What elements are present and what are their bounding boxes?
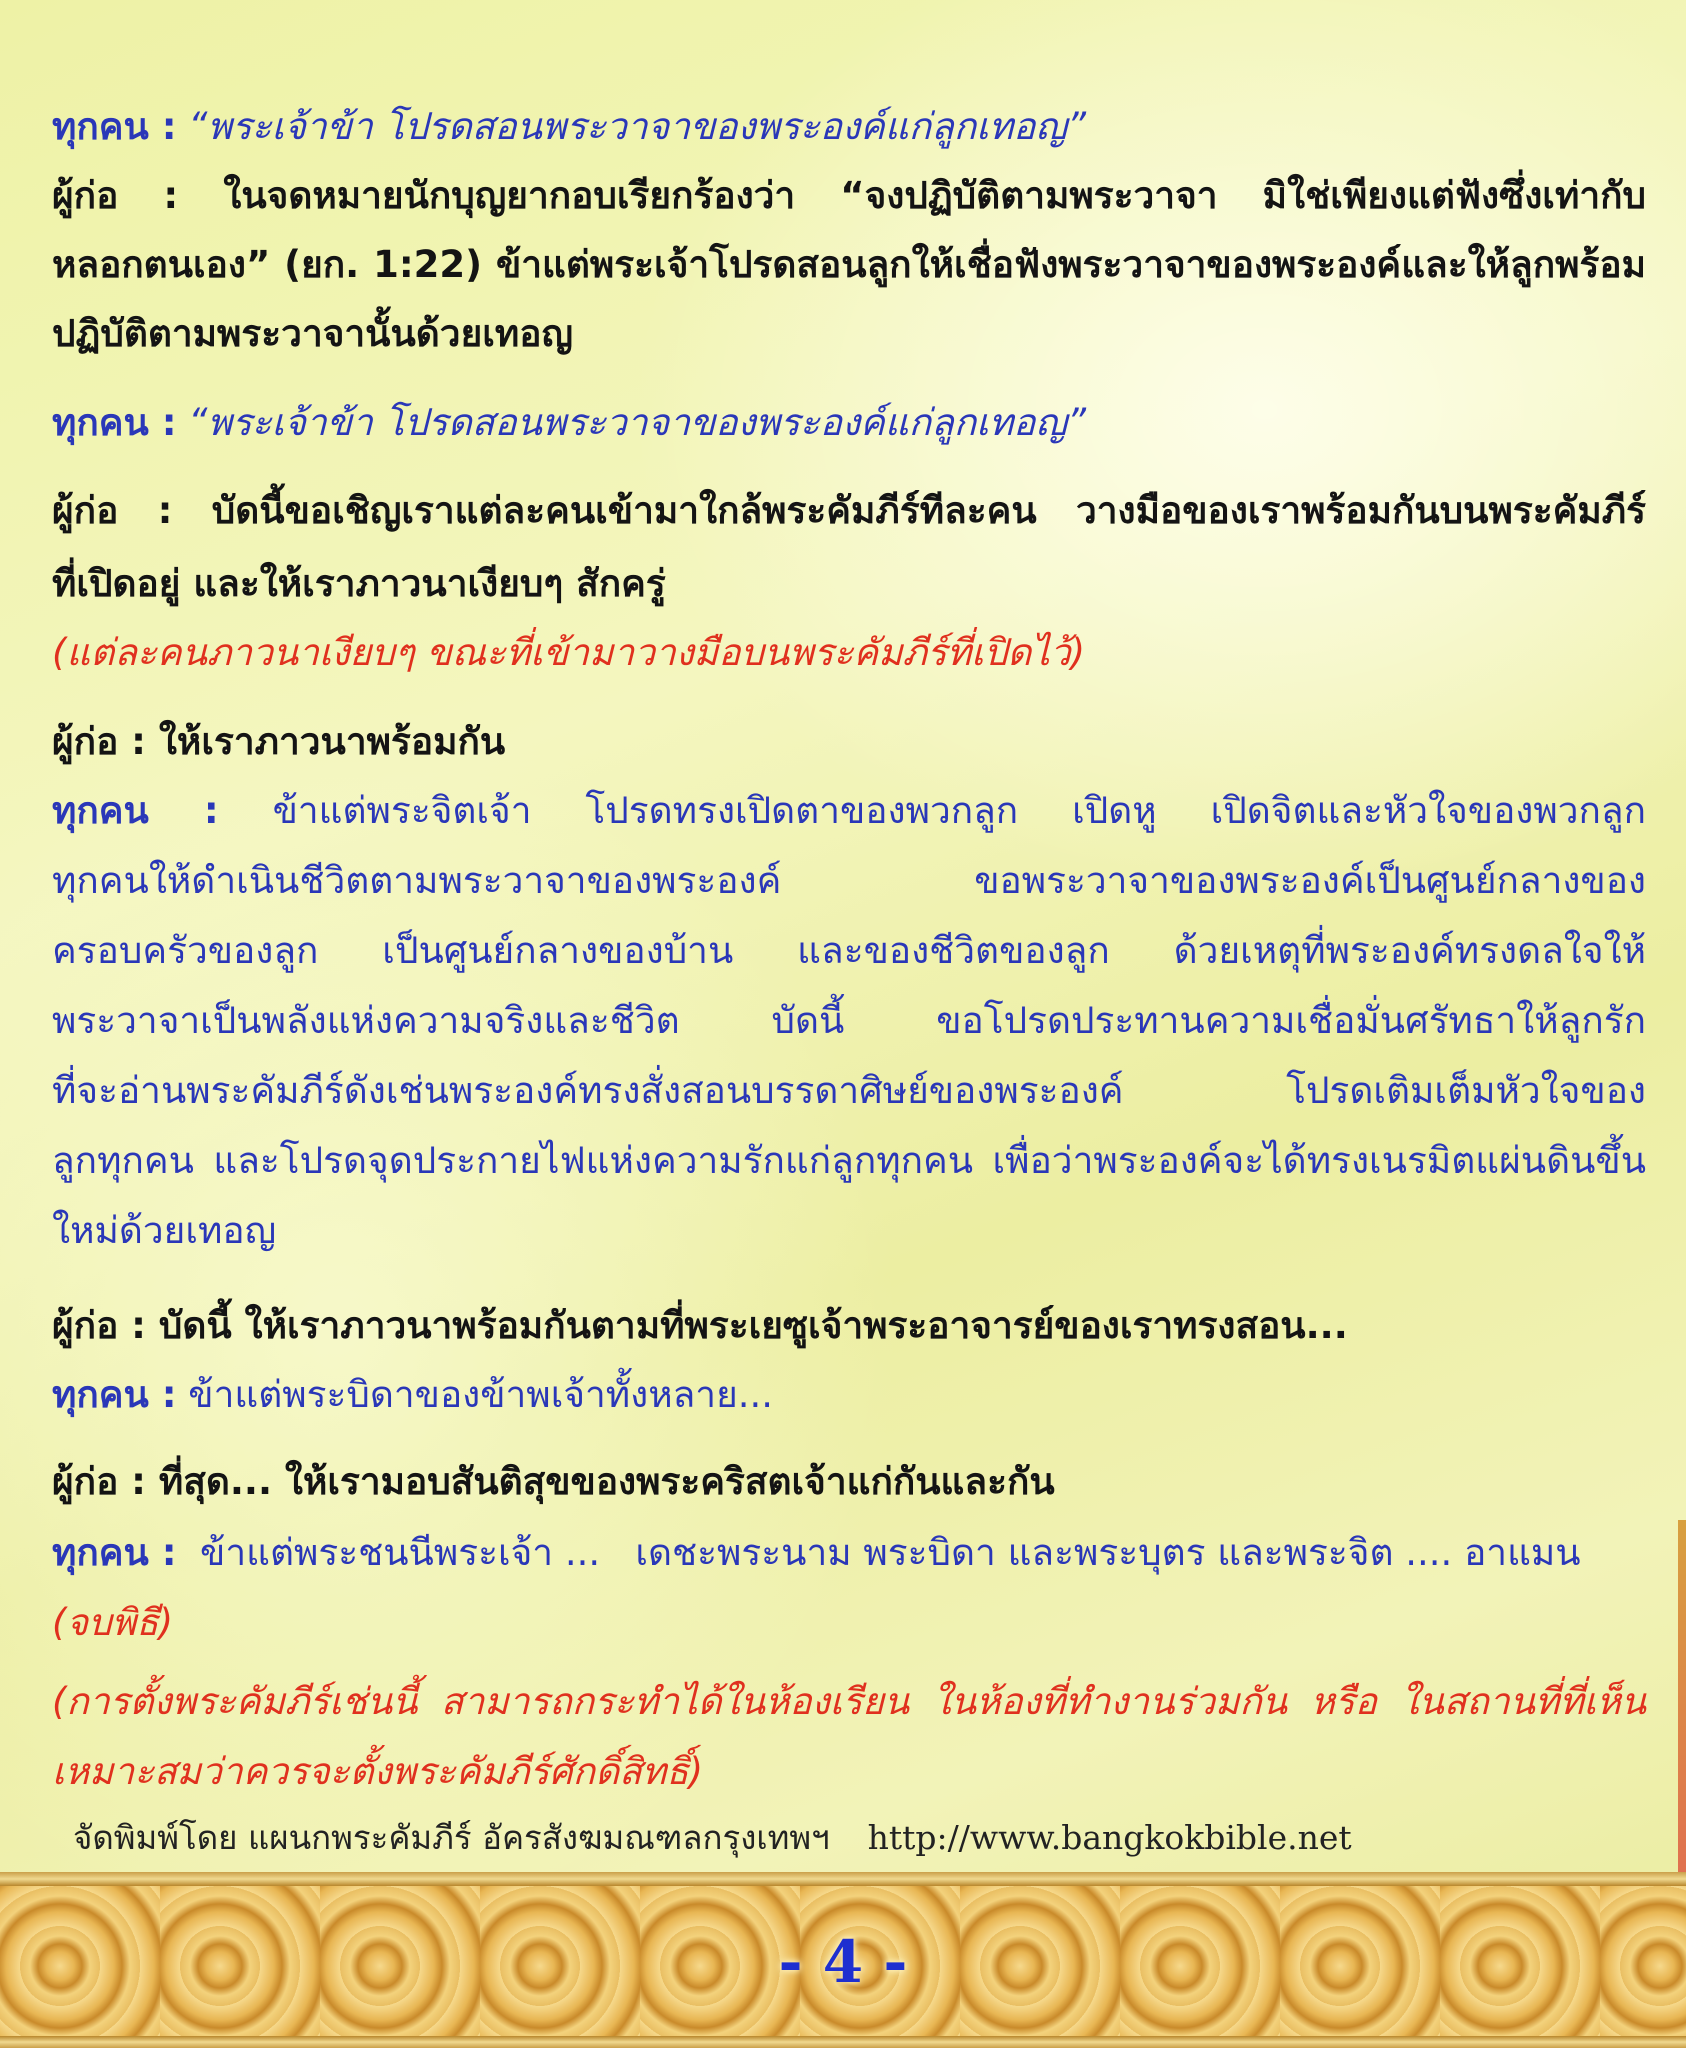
end-of-rite-note: (จบพิธี) bbox=[52, 1601, 174, 1644]
leader-text: บัดนี้ขอเชิญเราแต่ละคนเข้ามาใกล้พระคัมภีร์ทีละคน วางมือของเราพร้อมกันบนพระคัมภีร์ bbox=[172, 489, 1647, 532]
page-number: - 4 - bbox=[778, 1928, 908, 1996]
footer-credit bbox=[73, 1810, 1352, 1866]
publisher-text: จัดพิมพ์โดย แผนกพระคัมภีร์ อัครสังฆมณฑลกรุงเทพฯ bbox=[73, 1818, 830, 1857]
speaker-label-leader: ผู้ก่อ : bbox=[52, 1304, 146, 1347]
leader-line bbox=[52, 1295, 1646, 1357]
speaker-label-all: ทุกคน : bbox=[52, 1373, 177, 1416]
closing-note-line: (การตั้งพระคัมภีร์เช่นนี้ สามารถกระทำได้ในห้องเรียน ในห้องที่ทำงานร่วมกัน หรือ ในสถานที่ที่เห็น bbox=[52, 1680, 1646, 1723]
speaker-label-all: ทุกคน : bbox=[52, 1531, 177, 1574]
leader-text: บัดนี้ ให้เราภาวนาพร้อมกันตามที่พระเยซูเจ้าพระอาจารย์ของเราทรงสอน... bbox=[145, 1304, 1348, 1347]
border-top-rule bbox=[0, 1872, 1686, 1886]
response-text: ข้าแต่พระชนนีพระเจ้า ... เดชะพระนาม พระบิดา และพระบุตร และพระจิต .... อาแมน bbox=[176, 1531, 1581, 1574]
leader-line bbox=[52, 553, 1646, 615]
response-line bbox=[52, 1522, 1646, 1584]
leader-text: ปฏิบัติตามพระวาจานั้นด้วยเทอญ bbox=[52, 312, 574, 355]
response-line bbox=[52, 1364, 1646, 1426]
response-text: ข้าแต่พระบิดาของข้าพเจ้าทั้งหลาย... bbox=[176, 1373, 774, 1416]
leader-line bbox=[52, 303, 1646, 365]
leader-line bbox=[52, 165, 1646, 227]
speaker-label-leader: ผู้ก่อ : bbox=[52, 174, 179, 217]
leader-text: ในจดหมายนักบุญยากอบเรียกร้องว่า “จงปฏิบัติตามพระวาจา มิใช่เพียงแต่ฟังซึ่งเท่ากับ bbox=[178, 174, 1646, 217]
leader-text: ที่สุด... ให้เรามอบสันติสุขของพระคริสตเจ้าแก่กันและกัน bbox=[145, 1460, 1055, 1503]
border-bottom-rule bbox=[0, 2036, 1686, 2048]
prayer-text: ข้าแต่พระจิตเจ้า โปรดทรงเปิดตาของพวกลูก เปิดหู เปิดจิตและหัวใจของพวกลูก bbox=[218, 789, 1647, 832]
prayer-line: ที่จะอ่านพระคัมภีร์ดังเช่นพระองค์ทรงสั่งสอนบรรดาศิษย์ของพระองค์ โปรดเติมเต็มหัวใจของ bbox=[52, 1069, 1646, 1112]
response-text: “พระเจ้าข้า โปรดสอนพระวาจาของพระองค์แก่ลูกเทอญ” bbox=[176, 401, 1087, 444]
response-line bbox=[52, 96, 1646, 158]
instruction-note: (แต่ละคนภาวนาเงียบๆ ขณะที่เข้ามาวางมือบนพระคัมภีร์ที่เปิดไว้) bbox=[52, 631, 1086, 674]
speaker-label-leader: ผู้ก่อ : bbox=[52, 489, 173, 532]
speaker-label-all: ทุกคน : bbox=[52, 789, 219, 832]
speaker-label-all: ทุกคน : bbox=[52, 401, 177, 444]
speaker-label-leader: ผู้ก่อ : bbox=[52, 1460, 146, 1503]
prayer-line bbox=[52, 780, 1646, 842]
prayer-line: ครอบครัวของลูก เป็นศูนย์กลางของบ้าน และของชีวิตของลูก ด้วยเหตุที่พระองค์ทรงดลใจให้ bbox=[52, 929, 1646, 972]
prayer-line: ลูกทุกคน และโปรดจุดประกายไฟแห่งความรักแก่ลูกทุกคน เพื่อว่าพระองค์จะได้ทรงเนรมิตแผ่นดินขึ้น bbox=[52, 1139, 1646, 1182]
prayer-line: ใหม่ด้วยเทอญ bbox=[52, 1209, 277, 1252]
response-line bbox=[52, 392, 1646, 454]
closing-note-line: เหมาะสมว่าควรจะตั้งพระคัมภีร์ศักดิ์สิทธิ์) bbox=[52, 1750, 704, 1793]
leader-text: ที่เปิดอยู่ และให้เราภาวนาเงียบๆ สักครู่ bbox=[52, 562, 666, 605]
speaker-label-leader: ผู้ก่อ : bbox=[52, 720, 146, 763]
response-text: “พระเจ้าข้า โปรดสอนพระวาจาของพระองค์แก่ลูกเทอญ” bbox=[176, 105, 1087, 148]
leader-text: หลอกตนเอง” (ยก. 1:22) ข้าแต่พระเจ้าโปรดสอนลูกให้เชื่อฟังพระวาจาของพระองค์และให้ลูกพร้อม bbox=[52, 243, 1646, 286]
leader-line bbox=[52, 1451, 1646, 1513]
leader-line bbox=[52, 480, 1646, 542]
document-page bbox=[52, 0, 1646, 1880]
prayer-line: พระวาจาเป็นพลังแห่งความจริงและชีวิต บัดนี้ ขอโปรดประทานความเชื่อมั่นศรัทธาให้ลูกรัก bbox=[52, 999, 1646, 1042]
leader-text: ให้เราภาวนาพร้อมกัน bbox=[145, 720, 506, 763]
leader-line bbox=[52, 234, 1646, 296]
leader-line bbox=[52, 711, 1646, 773]
website-url: http://www.bangkokbible.net bbox=[867, 1818, 1352, 1857]
prayer-line: ทุกคนให้ดำเนินชีวิตตามพระวาจาของพระองค์ ขอพระวาจาของพระองค์เป็นศูนย์กลางของ bbox=[52, 859, 1646, 902]
decorative-edge bbox=[1678, 1520, 1686, 1880]
speaker-label-all: ทุกคน : bbox=[52, 105, 177, 148]
